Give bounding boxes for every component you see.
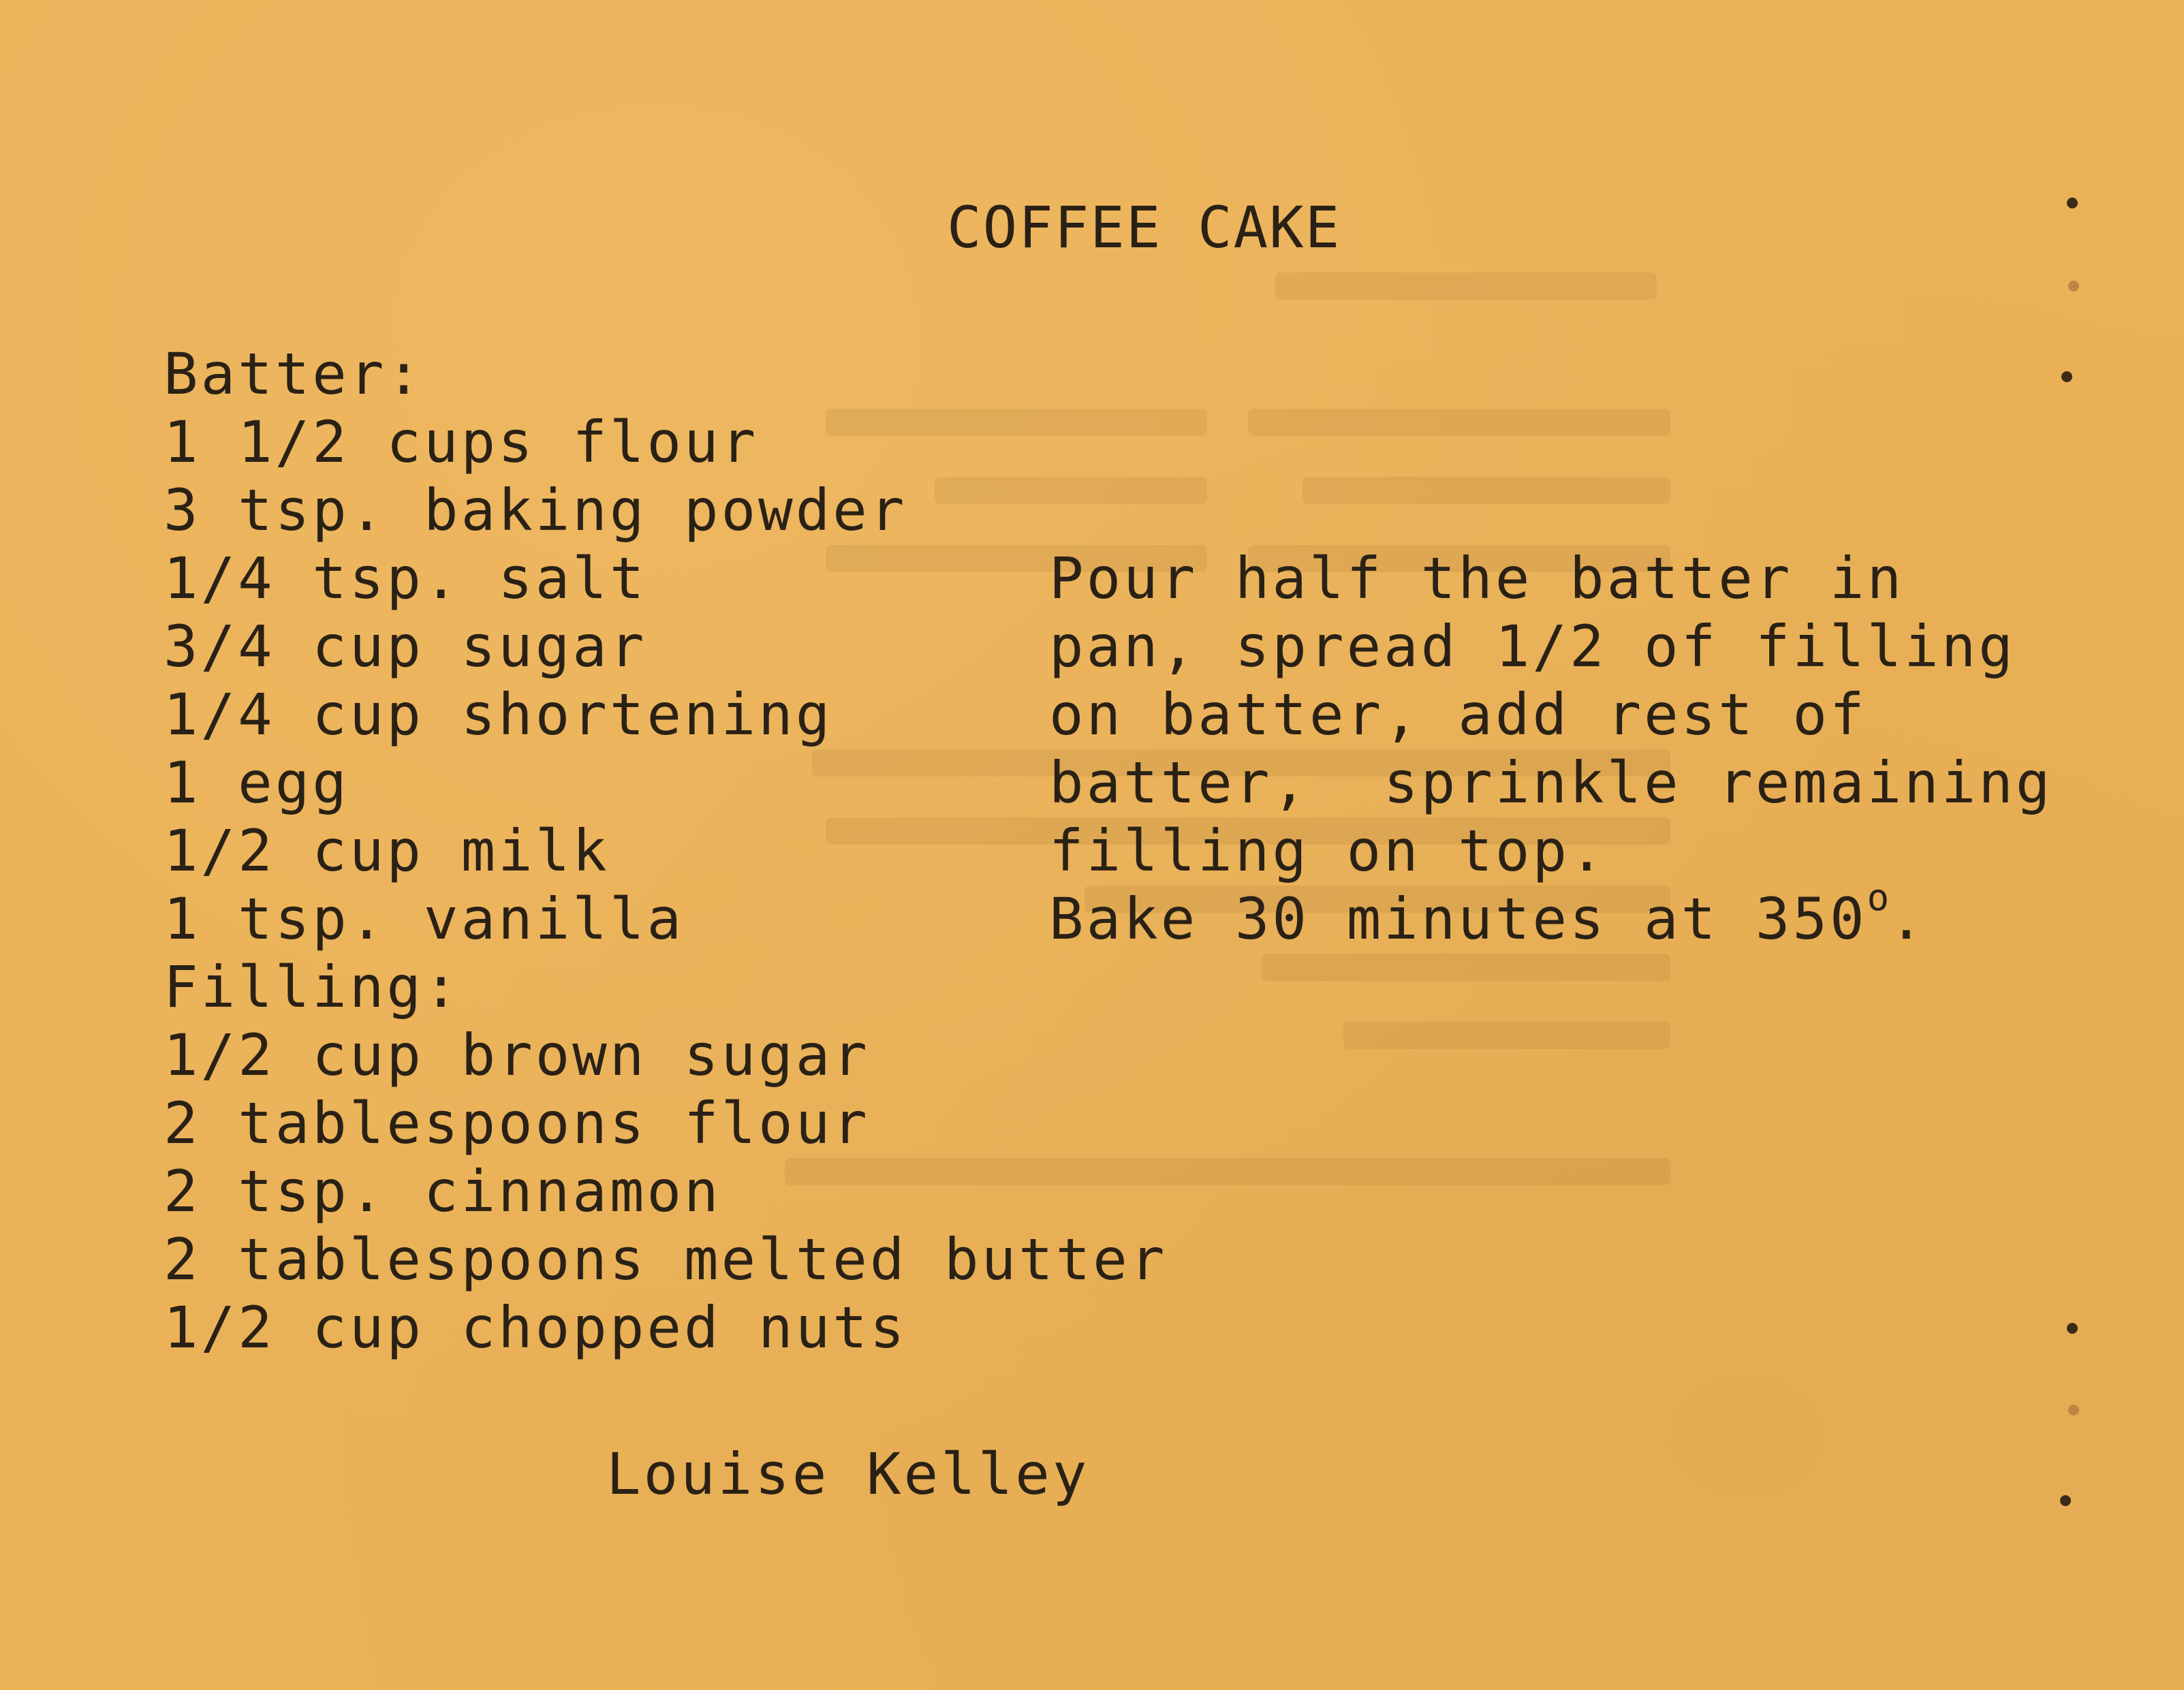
binding-hole [2060,1495,2071,1506]
ingredient-line: 1 tsp. vanilla [163,886,685,952]
recipe-title: COFFEE CAKE [947,194,1341,261]
ingredient-line: 1/2 cup brown sugar [163,1022,870,1089]
ingredient-line: Filling: [163,954,461,1020]
instruction-line: pan, spread 1/2 of filling [1049,613,2016,680]
bake-text: Bake 30 minutes at 350 [1049,886,1867,952]
ingredient-line: 1/4 tsp. salt [163,545,647,612]
instruction-line: filling on top. [1049,817,1607,884]
binding-hole [2067,198,2078,208]
ingredient-line: 2 tsp. cinnamon [163,1158,721,1225]
instruction-line: Pour half the batter in [1049,545,1905,612]
instruction-line: on batter, add rest of [1049,681,1867,748]
ingredient-line: Batter: [163,341,424,407]
ingredient-line: 1/2 cup milk [163,817,610,884]
ingredient-line: 1 1/2 cups flour [163,409,759,475]
binding-hole [2068,1405,2079,1415]
ingredient-line: 2 tablespoons melted butter [163,1226,1168,1293]
ingredient-line: 1/2 cup chopped nuts [163,1294,907,1361]
degree-mark: o [1867,876,1890,919]
ingredient-line: 3 tsp. baking powder [163,477,907,544]
ingredient-line: 2 tablespoons flour [163,1090,870,1157]
recipe-author: Louise Kelley [606,1441,1090,1507]
binding-hole [2061,371,2072,382]
binding-hole [2067,1323,2078,1334]
bake-instruction [1049,876,1926,952]
instruction-line: batter, sprinkle remaining [1049,749,2053,816]
ingredient-line: 3/4 cup sugar [163,613,647,680]
bake-end: . [1889,886,1926,952]
ingredient-line: 1 egg [163,749,349,816]
binding-hole [2068,281,2079,292]
ingredient-line: 1/4 cup shortening [163,681,833,748]
